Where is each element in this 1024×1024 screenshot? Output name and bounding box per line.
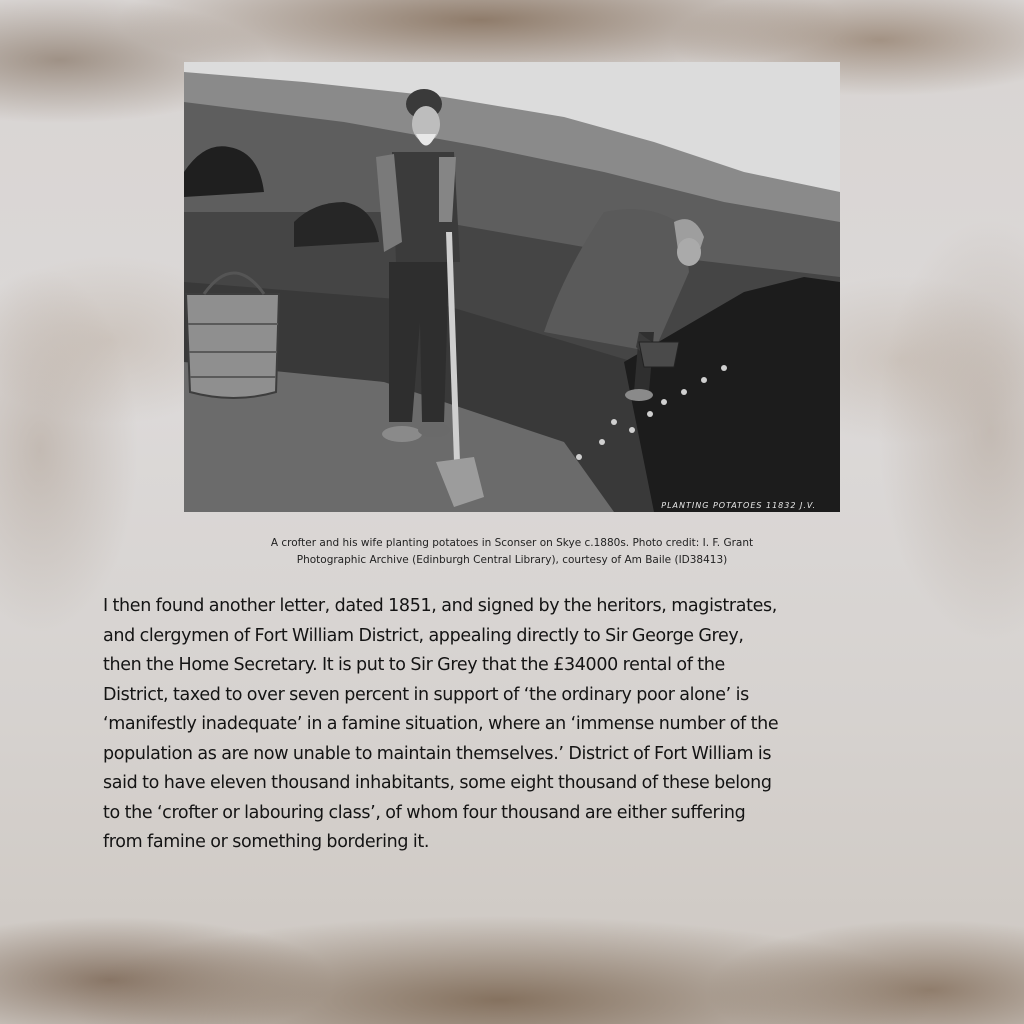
- body-line: said to have eleven thousand inhabitants, some eight thousand of these belong: [103, 773, 772, 793]
- body-paragraph: [103, 592, 943, 858]
- body-line: I then found another letter, dated 1851, and signed by the heritors, magistrates,: [103, 596, 777, 616]
- body-line: then the Home Secretary. It is put to Sir Grey that the £34000 rental of the: [103, 655, 725, 675]
- historical-photo: [184, 62, 840, 512]
- caption-line: Photographic Archive (Edinburgh Central Library), courtesy of Am Baile (ID38413): [296, 554, 728, 566]
- photo-stamp: PLANTING POTATOES 11832 J.V.: [661, 501, 816, 510]
- photo-caption: [200, 535, 824, 569]
- body-line: ‘manifestly inadequate’ in a famine situation, where an ‘immense number of the: [103, 714, 779, 734]
- body-line: District, taxed to over seven percent in support of ‘the ordinary poor alone’ is: [103, 684, 749, 705]
- photo-illustration: [184, 62, 840, 512]
- body-line: and clergymen of Fort William District, appealing directly to Sir George Grey,: [103, 625, 744, 646]
- body-line: population as are now unable to maintain themselves.’ District of Fort William is: [103, 743, 772, 764]
- body-line: to the ‘crofter or labouring class’, of whom four thousand are either suffering: [103, 802, 746, 823]
- caption-line: A crofter and his wife planting potatoes in Sconser on Skye c.1880s. Photo credit: I. F. Grant: [270, 537, 754, 549]
- body-line: from famine or something bordering it.: [103, 832, 430, 852]
